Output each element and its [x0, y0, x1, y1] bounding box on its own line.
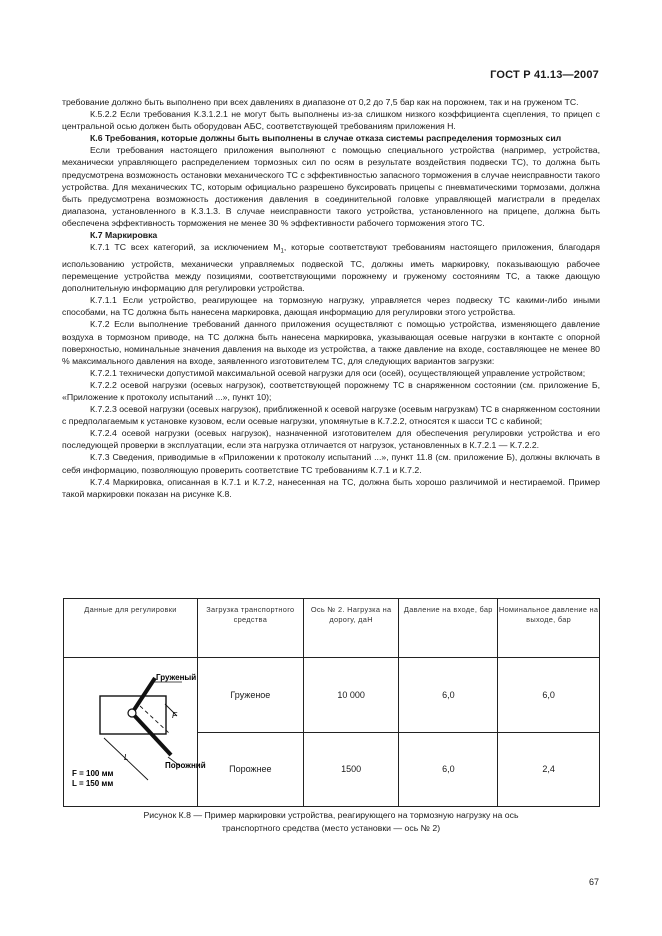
table-cell-axle-load: 1500: [303, 732, 399, 807]
table-cell-input-pressure: 6,0: [399, 732, 498, 807]
figure-caption: [62, 809, 600, 834]
table-cell-axle-load: 10 000: [303, 658, 399, 733]
table-cell-load: Груженое: [197, 658, 303, 733]
paragraph: К.7.2 Если выполнение требований данного приложения осуществляют с помощью устройства, изменяющего давление воздуха в тормозном приводе, на ТС должна быть нанесена маркировка, указывающая осевые нагрузки в контакте с опорной поверхностью, номинальные значения давления на выходе из устройства, а также давление на входе, составляющее не менее 80 % максимального давления на входе, заявленного изготовителем ТС, для следующих вариантов загрузки:: [62, 319, 600, 366]
paragraph: требование должно быть выполнено при всех давлениях в диапазоне от 0,2 до 7,5 бар как на порожнем, так и на груженом ТС.: [62, 97, 579, 107]
diagram-dimension-l: L = 150 мм: [72, 779, 114, 788]
table-cell-output-pressure: 2,4: [498, 732, 600, 807]
figure-caption-line: транспортного средства (место установки — ось № 2): [221, 822, 441, 833]
section-heading: К.6 Требования, которые должны быть выполнены в случае отказа системы распределения тормозных сил: [90, 133, 562, 144]
document-body: [62, 96, 600, 500]
adjustment-diagram: [64, 658, 206, 806]
figure-caption-line: Рисунок К.8 — Пример маркировки устройства, реагирующего на тормозную нагрузку на ось: [143, 810, 519, 820]
table-cell-input-pressure: 6,0: [399, 658, 498, 733]
pivot-point: [128, 709, 136, 717]
paragraph: К.7.2.2 осевой нагрузки (осевых нагрузок), соответствующей порожнему ТС в снаряженном состоянии (см. приложение Б, «Приложение к протоколу испытаний ...», пункт 10);: [62, 379, 600, 402]
document-standard-header: ГОСТ Р 41.13—2007: [490, 69, 599, 81]
table-header-input-pressure: Давление на входе, бар: [399, 599, 498, 658]
paragraph-part: К.7.1 ТС всех категорий, за исключением М: [90, 242, 281, 253]
marking-table: [63, 598, 600, 807]
paragraph: К.7.2.1 технически допустимой максимальной осевой нагрузки для оси (осей), осуществляющей управление устройством;: [90, 367, 586, 378]
section-heading: К.7 Маркировка: [90, 230, 158, 241]
page-number: 67: [588, 877, 599, 887]
paragraph: К.7.2.4 осевой нагрузки (осевых нагрузок), назначенной изготовителем для обеспечения регулировки устройства и его последующей проверки в эксплуатации, если эта нагрузка отличается от нагрузок, установленных в К.7.2.1 — К.7.2.2.: [62, 428, 600, 451]
diagram-dimension-f: F = 100 мм: [72, 769, 114, 778]
diagram-label-loaded: Груженый: [156, 673, 197, 682]
category-subscript: 1: [280, 248, 284, 255]
paragraph: Если требования настоящего приложения выполняют с помощью специального устройства (например, устройства, механически управляющего распределением тормозных сил по осям в результате воздействия подвески ТС), то должна быть предусмотрена возможность остановки механического ТС с эффективностью запасного торможения в случае неисправности такого устройства. Для механических ТС, которым официально разрешено буксировать прицепы с пневматическими тормозами, должна быть предусмотрена возможность достижения давления в соединительной головке управляющей магистрали в пределах диапазона, установленного в К.3.1.3. В случае неисправности такого устройства, установленного на прицепе, должна быть обеспечена эффективность торможения не менее 30 % эффективности рабочего торможения этого ТС.: [62, 145, 600, 228]
table-header-vehicle-load: Загрузка транспортного средства: [197, 599, 303, 658]
table-cell-load: Порожнее: [197, 732, 303, 807]
diagram-label-l: L: [124, 753, 129, 762]
paragraph-part: , которые соответствуют требованиям настоящего приложения, благодаря использованию устройств, механически управляемых подвеской ТС, должны иметь маркировку, показывающую рабочее перемещение устройства между позициями, соответствующими порожнему и груженому состояниям ТС, а также дающую дополнительную информацию для регулировки устройства.: [62, 242, 600, 294]
paragraph: К.7.3 Сведения, приводимые в «Приложении к протоколу испытаний ...», пункт 11.8 (см. приложение Б), должны включать в себя информацию, позволяющую проверить соответствие ТС требованиям К.7.1 и К.7.2.: [62, 452, 600, 475]
table-header-adjust-data: Данные для регулировки: [64, 599, 198, 658]
paragraph: К.7.2.3 осевой нагрузки (осевых нагрузок), приближенной к осевой нагрузке (осевым нагрузкам) ТС в снаряженном состоянии с предполагаемым к установке кузовом, если осевые нагрузки, упомянутые в К.7.2.2, относятся к шасси ТС с кабиной;: [62, 404, 600, 427]
table-header-axle-load: Ось № 2. Нагрузка на дорогу, даН: [303, 599, 399, 658]
paragraph: К.5.2.2 Если требования К.3.1.2.1 не могут быть выполнены из-за слишком низкого коэффициента сцепления, то прицеп с центральной осью должен быть оборудован АБС, соответствующей требованиям приложения Н.: [62, 109, 600, 132]
paragraph: К.7.1.1 Если устройство, реагирующее на тормозную нагрузку, управляется через подвеску ТС какими-либо иными способами, на ТС должна быть нанесена маркировка, дающая информацию для регулировки этого устройства.: [62, 295, 600, 318]
paragraph: К.7.4 Маркировка, описанная в К.7.1 и К.7.2, нанесенная на ТС, должна быть хорошо различимой и нестираемой. Пример такой маркировки показан на рисунке К.8.: [62, 476, 600, 499]
adjustment-diagram-cell: [64, 658, 206, 807]
paragraph: [62, 241, 600, 294]
table-cell-output-pressure: 6,0: [498, 658, 600, 733]
diagram-label-f: F: [172, 711, 177, 720]
table-row: [64, 658, 600, 733]
diagram-label-empty: Порожний: [165, 761, 206, 770]
table-header-output-pressure: Номинальное давление на выходе, бар: [498, 599, 600, 658]
